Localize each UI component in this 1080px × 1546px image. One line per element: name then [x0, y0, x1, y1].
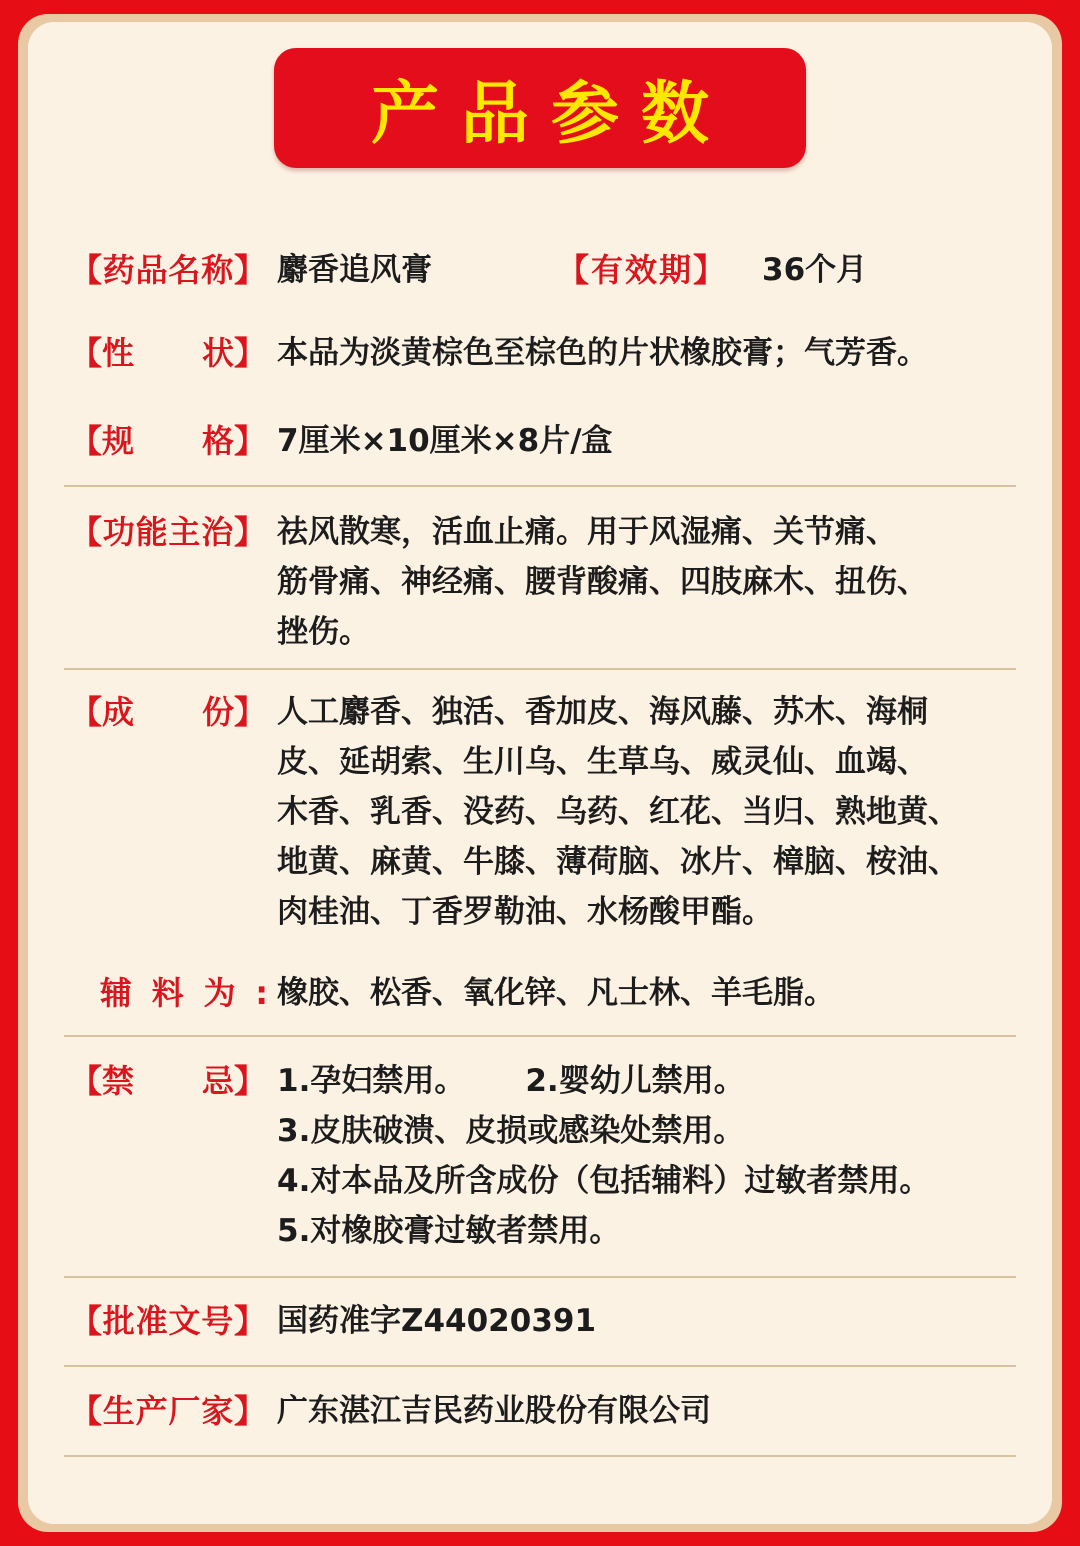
manufacturer-label	[70, 1386, 266, 1436]
label-char: 能	[135, 513, 168, 551]
label-char: 状	[201, 334, 234, 372]
label-char: 期	[658, 251, 691, 289]
label-char: 效	[624, 251, 657, 289]
label-char: 格	[201, 422, 234, 460]
bracket-close: 】	[692, 251, 725, 289]
text-line: 5.对橡胶膏过敏者禁用。	[277, 1213, 621, 1249]
label-char: 功	[102, 513, 135, 551]
label-char: 治	[201, 513, 234, 551]
bracket-open: 【	[70, 1302, 103, 1340]
drug-name-value: 麝香追风膏	[277, 252, 432, 288]
label-char: 称	[201, 251, 234, 289]
bracket-open: 【	[557, 251, 590, 289]
bracket-open: 【	[70, 334, 103, 372]
label-char: 份	[201, 693, 234, 731]
approval-value: 国药准字Z44020391	[277, 1303, 597, 1339]
text-line: 肉桂油、丁香罗勒油、水杨酸甲酯。	[277, 894, 773, 930]
divider	[64, 668, 1016, 670]
text-line: 筋骨痛、神经痛、腰背酸痛、四肢麻木、扭伤、	[277, 564, 928, 600]
label-char: 禁	[102, 1062, 135, 1100]
contraindications-label	[70, 1056, 266, 1106]
divider	[64, 1035, 1016, 1037]
text-line: 挫伤。	[277, 614, 370, 650]
bracket-open: 【	[70, 422, 103, 460]
label-char: 忌	[201, 1062, 234, 1100]
bracket-open: 【	[70, 1062, 103, 1100]
bracket-close: 】	[233, 1392, 266, 1430]
text-line: 4.对本品及所含成份（包括辅料）过敏者禁用。	[277, 1163, 931, 1199]
label-char: 家	[201, 1392, 234, 1430]
label-char: 为	[203, 974, 236, 1012]
text-line: 人工麝香、独活、香加皮、海风藤、苏木、海桐	[277, 694, 928, 730]
label-char: 性	[102, 334, 135, 372]
indications-label	[70, 507, 266, 557]
label-char: 批	[102, 1302, 135, 1340]
ingredients-label	[70, 687, 266, 737]
text-line: 3.皮肤破溃、皮损或感染处禁用。	[277, 1113, 745, 1149]
appearance-value: 本品为淡黄棕色至棕色的片状橡胶膏；气芳香。	[277, 335, 928, 371]
bracket-open: 【	[70, 1392, 103, 1430]
spec-value: 7厘米×10厘米×8片/盒	[277, 423, 613, 459]
label-char: 文	[168, 1302, 201, 1340]
excipients-label	[100, 968, 268, 1018]
label-char: :	[255, 974, 268, 1012]
label-char: 料	[151, 974, 184, 1012]
label-char: 品	[135, 251, 168, 289]
divider	[64, 1276, 1016, 1278]
bracket-close: 】	[233, 422, 266, 460]
bracket-open: 【	[70, 251, 103, 289]
ingredients-value	[277, 687, 1037, 937]
label-char: 产	[135, 1392, 168, 1430]
appearance-label	[70, 328, 266, 378]
label-char: 有	[590, 251, 623, 289]
bracket-close: 】	[233, 334, 266, 372]
text-line: 皮、延胡索、生川乌、生草乌、威灵仙、血竭、	[277, 744, 928, 780]
divider	[64, 1455, 1016, 1457]
label-char: 辅	[100, 974, 133, 1012]
spec-label	[70, 416, 266, 466]
label-char: 名	[168, 251, 201, 289]
contraindications-value	[277, 1056, 1037, 1256]
bracket-close: 】	[233, 1062, 266, 1100]
bracket-close: 】	[233, 513, 266, 551]
drug-name-label	[70, 245, 266, 295]
expiry-value: 36个月	[762, 252, 868, 288]
bracket-close: 】	[233, 1302, 266, 1340]
label-char: 规	[102, 422, 135, 460]
title-banner	[274, 48, 806, 168]
label-char: 号	[201, 1302, 234, 1340]
indications-value	[277, 507, 1037, 657]
label-char: 准	[135, 1302, 168, 1340]
excipients-value: 橡胶、松香、氧化锌、凡士林、羊毛脂。	[277, 975, 835, 1011]
bracket-open: 【	[70, 693, 103, 731]
bracket-open: 【	[70, 513, 103, 551]
manufacturer-value: 广东湛江吉民药业股份有限公司	[277, 1393, 711, 1429]
text-line	[277, 1056, 1037, 1106]
bracket-close: 】	[233, 251, 266, 289]
text-line: 地黄、麻黄、牛膝、薄荷脑、冰片、樟脑、桉油、	[277, 844, 959, 880]
label-char: 生	[102, 1392, 135, 1430]
expiry-label	[557, 245, 725, 295]
label-char: 成	[102, 693, 135, 731]
text-fragment: 2.婴幼儿禁用。	[525, 1063, 745, 1099]
approval-label	[70, 1296, 266, 1346]
divider	[64, 1365, 1016, 1367]
text-fragment: 1.孕妇禁用。	[277, 1063, 466, 1099]
label-char: 药	[102, 251, 135, 289]
text-line: 木香、乳香、没药、乌药、红花、当归、熟地黄、	[277, 794, 959, 830]
page-title: 产品参数	[370, 74, 731, 154]
bracket-close: 】	[233, 693, 266, 731]
text-line: 祛风散寒，活血止痛。用于风湿痛、关节痛、	[277, 514, 897, 550]
label-char: 主	[168, 513, 201, 551]
divider	[64, 485, 1016, 487]
label-char: 厂	[168, 1392, 201, 1430]
